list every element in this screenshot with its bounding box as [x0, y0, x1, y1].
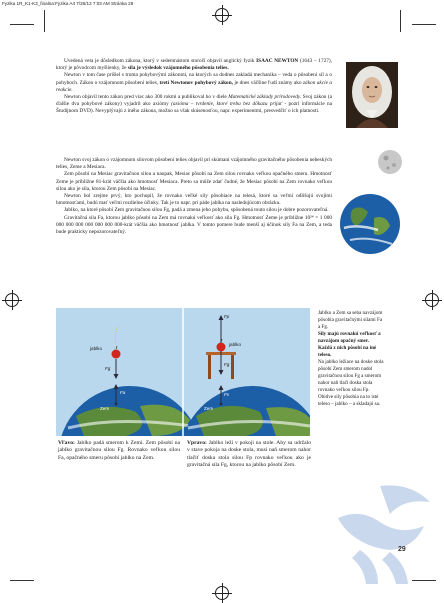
registration-mark-left	[5, 293, 19, 307]
registration-mark-bottom	[215, 586, 229, 600]
paragraph: Newton v tom čase prišiel s troma pohybovými zákonmi, na ktorých sa dodnes zakladá mechanika – veda o pôsobení síl a o pohyboch. Zákon o vzájomnom pôsobení telies, tretí Newtonov pohybový zákon, je dnes väčšine ľudí známy ako zákon akcie a reakcie.	[56, 72, 333, 93]
paragraph: Newton bol zrejme prvý, kto pochopil, že rovnako veľké sily pôsobiace na telesá, ktoré sa veľmi odlišujú svojimi hmotnosťami, budú mať veľmi rozdielne účinky. Tak je to napr. pri páde jablka na nasledujúcom obrázku.	[56, 193, 332, 207]
registration-mark-right	[425, 293, 439, 307]
sidebar-text-bold: Sily majú rovnakú veľkosť a navzájom opačný smer. Každá z nich pôsobí na iné teleso.	[318, 331, 381, 358]
section-newton-intro	[56, 58, 332, 116]
decorative-figure	[320, 478, 438, 588]
print-slug: Fyzika 1R_K1-K2_finalna:Fyzika A4 7/26/12 7:03 AM Stránka 29	[2, 1, 134, 6]
force-label-fg-right: Fg	[224, 362, 230, 367]
newton-portrait	[346, 62, 398, 128]
registration-mark-top	[215, 8, 229, 22]
paragraph: Uvedená veta je dôsledkom zákona, ktorý v sedemnástom storočí objavil anglický fyzik ISAAC NEWTON (1643 – 1727), ktorý je pôvodcom myšlienky, že sila je výsledok vzájomného pôsobenia telies.	[56, 58, 332, 72]
paragraph: Jablko, na ktoré pôsobí Zem gravitačnou silou Fg, padá a zmena jeho pohybu, spôsobená touto silou je dobre pozorovateľná.	[64, 207, 329, 214]
decorative-figure-icon	[320, 478, 438, 588]
label-earth-left: Zem	[100, 406, 110, 411]
section-gravity	[56, 157, 332, 236]
crop-mark-top-left-v	[44, 10, 45, 32]
caption-left-title: Vľavo:	[58, 440, 75, 446]
force-label-fg-left: Fg	[105, 366, 111, 371]
caption-right-text: Jablko leží v pokoji na stole. Aby sa udržalo v stave pokoja na doske stola, musí naň smerom nahor tlačiť doska stola silou Fp rovnako veľkou ako je gravitačná sila Fg, ktorou na jablko pôsobí Zem.	[187, 440, 311, 469]
crop-mark-bottom-left	[10, 580, 34, 581]
label-apple-left: jablko	[90, 346, 103, 351]
force-figure-svg	[56, 308, 310, 436]
force-label-fa: Fa	[120, 390, 126, 395]
page-number: 29	[398, 546, 406, 553]
earth-moon-svg	[338, 148, 408, 260]
caption-right-title: Vpravo:	[187, 440, 207, 446]
caption-right	[187, 440, 311, 470]
paragraph: Zem pôsobí na Mesiac gravitačnou silou a naopak, Mesiac pôsobí na Zem silou rovnako veľkou opačného smeru. Hmotnosť Zeme je približne 81-krát väčšia ako hmotnosť Mesiaca. Preto sa môže zdať čudné, že Mesiac pôsobí na Zem rovnako veľkou silou ako je sila, ktorou Zem pôsobí na Mesiac.	[56, 171, 332, 192]
paragraph: Newton svoj zákon o vzájomnom silovom pôsobení telies objavil pri skúmaní vzájomného gravitačného pôsobenia nebeských telies, Zeme a Mesiaca.	[56, 157, 332, 171]
force-figure	[56, 308, 310, 436]
sidebar-text-1: Jablko a Zem sa seba navzájom pôsobia gravitačnými silami Fa a Fg.	[318, 310, 383, 330]
newton-portrait-image	[346, 62, 398, 128]
paragraph: Newton objavil tento zákon pred viac ako 300 rokmi a publikoval ho v diele Matematické základy prírodovedy. Svoj zákon (a ďalšie dva pohybové zákony) vyjadril ako axiómy (axióma – tvrdenie, ktoré treba bez dôkazu prijať - pozri informácie na Študijnom DVD). Nevyplývajú z iného zákona, možno sa však skúsenosťou, napr. experimentmi, presvedčiť o ich platnosti.	[56, 94, 333, 115]
paragraph: Gravitačná sila Fa, ktorou jablko pôsobí na Zem má rovnakú veľkosť ako sila Fg. Hmotnosť Zeme je približne 10²⁴ = 1 000 000 000 000 000 000 000 000-krát väčšia ako hmotnosť jablka. V tomto pomere bude menší aj účinok sily Fa na Zem, a teda bude prakticky nepozorovateľný.	[56, 214, 332, 236]
force-label-fp: Fp	[224, 314, 230, 319]
force-label-fs: Fs	[224, 392, 230, 397]
sidebar-text-3: Na jablko ležiace na doske stola pôsobí Zem smerom nadol gravitačnou silou Fg a smerom nahor naň tlačí doska stola rovnako veľkou silou Fp. Obidve sily pôsobia na to isté teleso – jablko – a skladajú sa.	[318, 359, 384, 407]
earth-moon-image	[338, 148, 408, 260]
label-apple-right: jablko	[229, 342, 242, 347]
crop-mark-top-right	[412, 24, 436, 25]
caption-left-text: Jablko padá smerom k Zemi. Zem pôsobí na jablko gravitačnou silou Fg. Rovnako veľkou silou Fa, opačného smeru pôsobí jablko na Zem.	[58, 440, 180, 461]
label-earth-right: Zem	[204, 406, 214, 411]
figure-sidebar	[318, 310, 384, 408]
crop-mark-top-right-v	[400, 10, 401, 32]
caption-left	[58, 440, 180, 462]
crop-mark-top-left	[10, 24, 34, 25]
